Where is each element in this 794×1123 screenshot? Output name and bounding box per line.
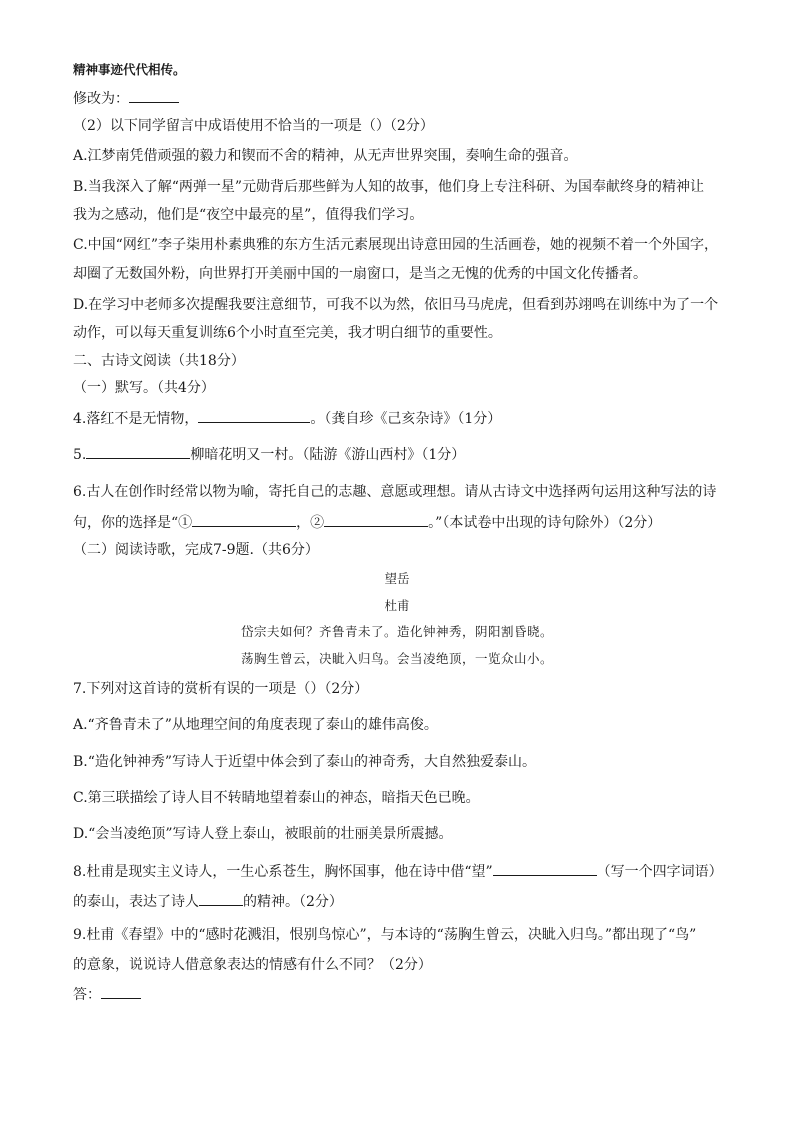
poem-author: 杜甫 [384,598,410,613]
q6-blank-2[interactable] [324,512,428,527]
q5-line [73,444,465,465]
q8-line2-suffix: 的精神。（2分） [243,894,343,910]
q2-option-c-line1: C.中国“网红”李子柒用朴素典雅的东方生活元素展现出诗意田园的生活画卷，她的视频不着一个外国字， [73,237,718,253]
q8-prefix: 8.杜甫是现实主义诗人，一生心系苍生，胸怀国事，他在诗中借“望” [73,864,493,880]
q8-suffix: （写一个四字词语） [596,864,723,880]
q8-blank-1[interactable] [493,861,597,876]
q2-option-d-line1: D.在学习中老师多次提醒我要注意细节，可我不以为然，依旧马马虎虎，但看到苏翊鸣在训练中为了一个 [73,297,719,313]
section2-part2: （二）阅读诗歌，完成7-9题.（共6分） [73,542,319,558]
q2-option-b-line2: 我为之感动，他们是“夜空中最亮的星”，值得我们学习。 [73,207,424,223]
q4-prefix: 4.落红不是无情物， [73,411,199,427]
poem-line-2: 荡胸生曾云，决眦入归鸟。会当凌绝顶，一览众山小。 [240,651,553,666]
q8-line1 [73,861,723,882]
modify-label: 修改为： [73,91,129,107]
section2-part1: （一）默写。（共4分） [73,380,215,396]
q7-stem: 7.下列对这首诗的赏析有误的一项是（）（2分） [73,681,369,697]
q2-option-d-line2: 动作，可以每天重复训练6个小时直至完美，我才明白细节的重要性。 [73,325,502,341]
q7-option-b: B.“造化钟神秀”写诗人于近望中体会到了泰山的神奇秀，大自然独爱泰山。 [73,754,537,770]
section2-title: 二、古诗文阅读（共18分） [73,353,245,369]
q9-line2: 的意象，说说诗人借意象表达的情感有什么不同？（2分） [73,957,432,973]
q8-line2 [73,891,343,912]
q5-prefix: 5. [73,447,87,463]
q2-stem: （2）以下同学留言中成语使用不恰当的一项是（）（2分） [73,118,434,134]
q6-blank-1[interactable] [192,512,296,527]
q7-option-a: A.“齐鲁青未了”从地理空间的角度表现了泰山的雄伟高俊。 [73,717,438,733]
q2-option-c-line2: 却圈了无数国外粉，向世界打开美丽中国的一扇窗口，是当之无愧的优秀的中国文化传播者。 [73,266,647,282]
q6-line1: 6.古人在创作时经常以物为喻，寄托自己的志趣、意愿或理想。请从古诗文中选择两句运用这种写法的诗 [73,484,717,500]
q4-blank[interactable] [198,408,310,423]
q7-option-c: C.第三联描绘了诗人目不转睛地望着泰山的神态，暗指天色已晚。 [73,790,480,806]
q9-answer-line [73,984,141,1005]
previous-text-tail: 精神事迹代代相传。 [73,62,186,77]
q2-option-a: A.江梦南凭借顽强的毅力和锲而不舍的精神，从无声世界突围，奏响生命的强音。 [73,148,578,164]
q9-answer-label: 答： [73,987,101,1003]
q7-option-d: D.“会当凌绝顶”写诗人登上泰山，被眼前的壮丽美景所震撼。 [73,826,453,842]
q6-line2 [73,512,661,533]
q8-line2-prefix: 的泰山，表达了诗人 [73,894,199,910]
q9-line1: 9.杜甫《春望》中的“感时花溅泪，恨别鸟惊心”，与本诗的“荡胸生曾云，决眦入归鸟。”都出现了“鸟” [73,927,697,943]
q6-middle: ，② [296,515,325,531]
poem-line-1: 岱宗夫如何？齐鲁青未了。造化钟神秀，阴阳割昏晓。 [240,624,553,639]
q5-suffix: 柳暗花明又一村。（陆游《游山西村》（1分） [190,447,466,463]
q6-prefix: 句，你的选择是“① [73,515,193,531]
modify-answer-blank[interactable] [129,88,179,103]
q9-answer-blank[interactable] [101,984,141,999]
q4-suffix: 。（龚自珍《己亥杂诗》（1分） [310,411,502,427]
modify-line [73,88,179,109]
q2-option-b-line1: B.当我深入了解“两弹一星”元勋背后那些鲜为人知的故事，他们身上专注科研、为国奉献终身的精神让 [73,179,705,195]
q4-line [73,408,501,429]
poem-title: 望岳 [384,571,410,586]
q6-suffix: 。”（本试卷中出现的诗句除外）（2分） [428,515,662,531]
q5-blank[interactable] [86,444,190,459]
q8-blank-2[interactable] [199,891,243,906]
